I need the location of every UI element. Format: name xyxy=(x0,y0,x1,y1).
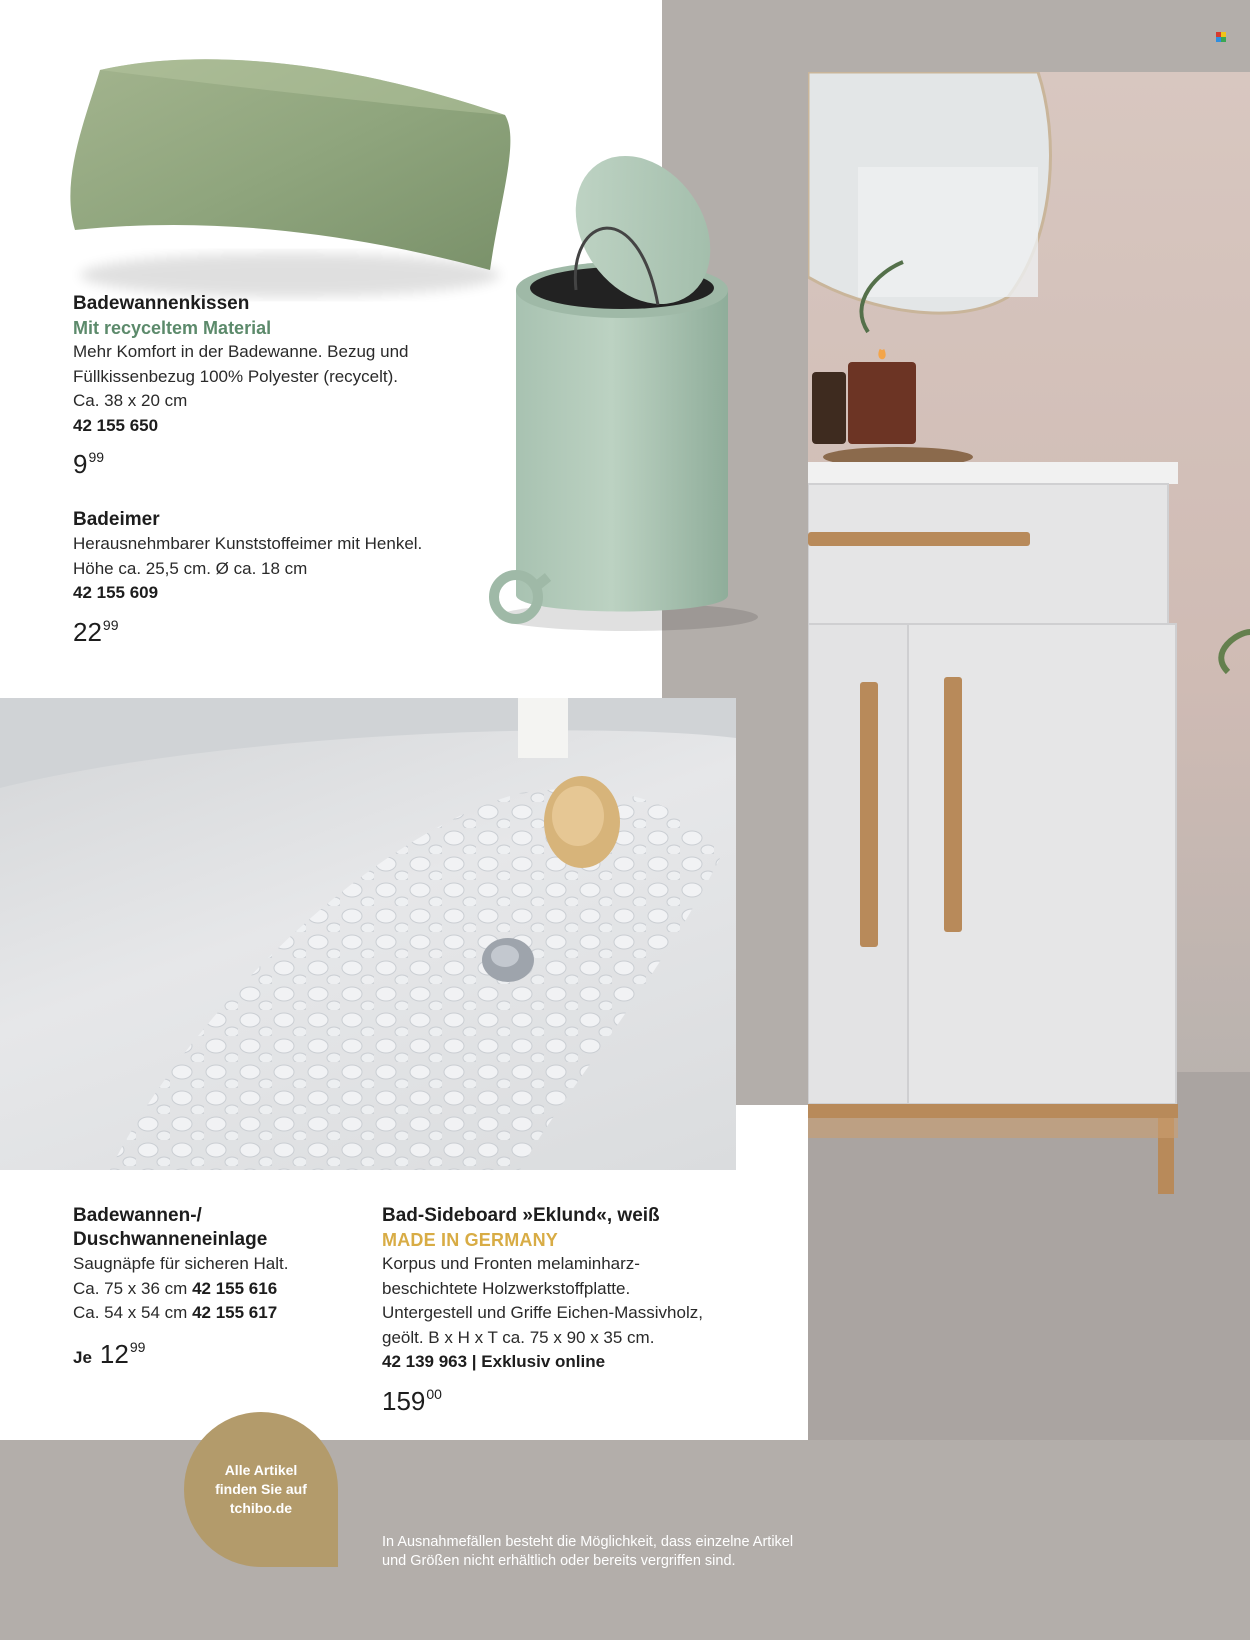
article-number: 42 155 650 xyxy=(73,415,159,435)
product-title: Duschwanneneinlage xyxy=(73,1229,268,1250)
price xyxy=(382,1379,782,1416)
price-main: 12 xyxy=(99,1338,129,1369)
disclaimer-line: In Ausnahmefällen besteht die Möglichkeit, dass einzelne Artikel xyxy=(382,1534,794,1550)
online-shop-badge xyxy=(184,1412,338,1567)
product-description: Füllkissenbezug 100% Polyester (recycelt). xyxy=(73,366,399,386)
product-variant xyxy=(73,1301,373,1326)
price-main: 159 xyxy=(382,1385,426,1416)
price-prefix: Je xyxy=(73,1347,92,1367)
article-number: 42 139 963 | Exklusiv online xyxy=(382,1352,606,1371)
product-title: Bad-Sideboard »Eklund«, weiß xyxy=(382,1205,660,1226)
product-bath-mat xyxy=(73,1204,373,1373)
bath-pillow-image xyxy=(60,40,530,310)
product-size: Ca. 75 x 36 cm xyxy=(73,1278,188,1298)
brand-color-mark xyxy=(1216,32,1226,42)
product-description: Untergestell und Griffe Eichen-Massivholz, xyxy=(382,1303,703,1322)
price-cents: 99 xyxy=(129,1338,146,1355)
product-size: Ca. 38 x 20 cm xyxy=(73,391,188,410)
price-cents: 99 xyxy=(88,449,105,465)
bath-bin-image xyxy=(478,155,768,655)
price xyxy=(73,610,493,647)
disclaimer-line: und Größen nicht erhältlich oder bereits vergriffen sind. xyxy=(382,1553,736,1569)
product-highlight: Mit recyceltem Material xyxy=(73,318,272,338)
price-main: 22 xyxy=(73,616,102,647)
product-bath-pillow xyxy=(73,292,473,479)
price xyxy=(73,1332,373,1373)
price-cents: 99 xyxy=(102,616,119,633)
product-highlight: MADE IN GERMANY xyxy=(382,1230,559,1250)
badge-line: finden Sie auf xyxy=(215,1481,307,1497)
article-number: 42 155 609 xyxy=(73,583,159,602)
product-description: Herausnehmbarer Kunststoffeimer mit Henkel. xyxy=(73,534,423,553)
product-description: Korpus und Fronten melaminharz- xyxy=(382,1254,640,1273)
product-variant xyxy=(73,1277,373,1302)
product-bath-bin xyxy=(73,508,493,647)
product-description: Saugnäpfe für sicheren Halt. xyxy=(73,1254,289,1273)
price-cents: 00 xyxy=(426,1385,442,1402)
product-description: beschichtete Holzwerkstoffplatte. xyxy=(382,1278,631,1298)
product-title: Badewannen-/ xyxy=(73,1205,202,1226)
badge-line: tchibo.de xyxy=(229,1500,293,1516)
product-title: Badeimer xyxy=(73,509,160,530)
product-title: Badewannenkissen xyxy=(73,293,250,314)
price xyxy=(73,442,473,479)
sideboard-image xyxy=(808,72,1250,1440)
article-number: 42 155 617 xyxy=(192,1303,278,1322)
product-description: geölt. B x H x T ca. 75 x 90 x 35 cm. xyxy=(382,1327,655,1347)
bath-mat-image xyxy=(0,698,736,1170)
price-main: 9 xyxy=(73,449,88,479)
product-sideboard xyxy=(382,1204,782,1416)
article-number: 42 155 616 xyxy=(192,1278,278,1298)
availability-disclaimer xyxy=(382,1533,882,1571)
product-size: Ca. 54 x 54 cm xyxy=(73,1303,188,1322)
product-description: Mehr Komfort in der Badewanne. Bezug und xyxy=(73,342,409,361)
product-description: Höhe ca. 25,5 cm. Ø ca. 18 cm xyxy=(73,558,308,578)
badge-line: Alle Artikel xyxy=(224,1462,298,1478)
